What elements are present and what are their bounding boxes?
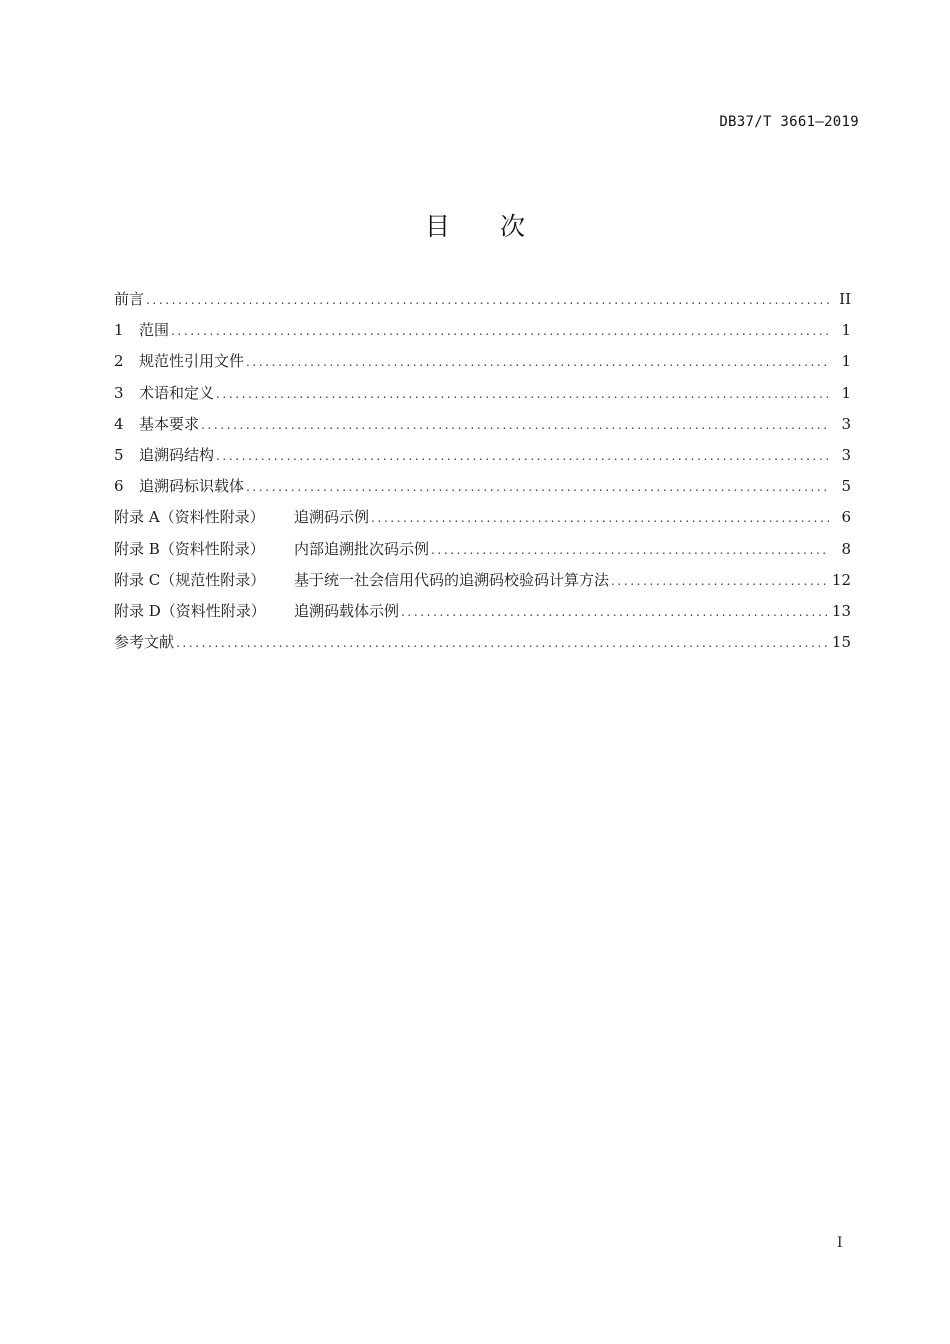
toc-entry-label bbox=[114, 503, 371, 531]
toc-entry-label bbox=[114, 535, 431, 563]
toc-entry-page: 15 bbox=[831, 633, 851, 652]
toc-entry-number: 6 bbox=[114, 477, 124, 496]
toc-entry-text: 追溯码载体示例 bbox=[294, 601, 400, 620]
toc-entry-page: 1 bbox=[841, 321, 851, 340]
toc-entry-text: 追溯码结构 bbox=[139, 445, 215, 464]
toc-dot-leader bbox=[611, 567, 828, 595]
toc-entry-annex-prefix: 附录 B（资料性附录） bbox=[114, 539, 265, 558]
toc-entry-label bbox=[114, 410, 201, 438]
toc-entry-text: 前言 bbox=[114, 290, 145, 308]
toc-entry-number: 5 bbox=[114, 445, 124, 464]
toc-entry[interactable] bbox=[114, 597, 851, 628]
toc-entry-text: 基于统一社会信用代码的追溯码校验码计算方法 bbox=[294, 570, 610, 589]
toc-entry-label bbox=[114, 597, 401, 625]
toc-entry-page: 1 bbox=[841, 383, 851, 402]
page-number: I bbox=[837, 1235, 843, 1251]
toc-entry-text: 范围 bbox=[139, 321, 170, 340]
toc-entry-page: 1 bbox=[841, 352, 851, 371]
toc-entry[interactable] bbox=[114, 285, 851, 316]
toc-entry-page: 5 bbox=[841, 477, 851, 496]
toc-entry-label bbox=[114, 628, 176, 656]
toc-dot-leader bbox=[216, 380, 829, 408]
toc-entry-number: 2 bbox=[114, 352, 124, 371]
toc-dot-leader bbox=[176, 629, 828, 657]
toc-entry-text: 基本要求 bbox=[139, 414, 200, 433]
toc-entry[interactable] bbox=[114, 410, 851, 441]
toc-entry-label bbox=[114, 472, 246, 500]
toc-entry-label bbox=[114, 285, 146, 313]
toc-dot-leader bbox=[431, 536, 829, 564]
toc-entry[interactable] bbox=[114, 347, 851, 378]
toc-entry-page: 3 bbox=[841, 414, 851, 433]
toc-dot-leader bbox=[246, 473, 829, 501]
table-of-contents bbox=[114, 285, 851, 659]
toc-entry-page: 13 bbox=[831, 601, 851, 620]
toc-entry-label bbox=[114, 566, 611, 594]
toc-entry-label bbox=[114, 347, 246, 375]
toc-dot-leader bbox=[246, 348, 829, 376]
toc-entry-number: 4 bbox=[114, 414, 124, 433]
toc-entry-number: 3 bbox=[114, 383, 124, 402]
toc-dot-leader bbox=[401, 598, 828, 626]
toc-entry-text: 规范性引用文件 bbox=[139, 352, 245, 371]
toc-dot-leader bbox=[371, 504, 829, 532]
toc-entry[interactable] bbox=[114, 535, 851, 566]
toc-entry[interactable] bbox=[114, 566, 851, 597]
toc-dot-leader bbox=[216, 442, 829, 470]
toc-entry-annex-prefix: 附录 C（规范性附录） bbox=[114, 570, 266, 589]
toc-entry-page: 6 bbox=[841, 508, 851, 527]
toc-entry[interactable] bbox=[114, 503, 851, 534]
document-code: DB37/T 3661—2019 bbox=[719, 114, 859, 130]
toc-entry-annex-prefix: 附录 A（资料性附录） bbox=[114, 508, 265, 527]
toc-entry-label bbox=[114, 441, 216, 469]
toc-dot-leader bbox=[201, 411, 829, 439]
toc-entry[interactable] bbox=[114, 472, 851, 503]
toc-entry-page: 12 bbox=[831, 570, 851, 589]
toc-dot-leader bbox=[146, 286, 829, 314]
toc-entry[interactable] bbox=[114, 441, 851, 472]
toc-entry-number: 1 bbox=[114, 321, 124, 340]
toc-entry-annex-prefix: 附录 D（资料性附录） bbox=[114, 601, 266, 620]
toc-entry-label bbox=[114, 316, 171, 344]
toc-entry[interactable] bbox=[114, 379, 851, 410]
toc-entry-page: 8 bbox=[841, 539, 851, 558]
toc-entry-text: 术语和定义 bbox=[139, 383, 215, 402]
toc-entry-page: II bbox=[839, 290, 851, 308]
toc-entry[interactable] bbox=[114, 316, 851, 347]
toc-entry[interactable] bbox=[114, 628, 851, 659]
toc-title: 目次 bbox=[424, 212, 575, 241]
toc-entry-text: 参考文献 bbox=[114, 633, 175, 652]
toc-entry-text: 内部追溯批次码示例 bbox=[294, 539, 430, 558]
toc-entry-label bbox=[114, 379, 216, 407]
toc-dot-leader bbox=[171, 317, 829, 345]
toc-entry-text: 追溯码示例 bbox=[294, 508, 370, 527]
toc-entry-text: 追溯码标识载体 bbox=[139, 477, 245, 496]
toc-entry-page: 3 bbox=[841, 445, 851, 464]
